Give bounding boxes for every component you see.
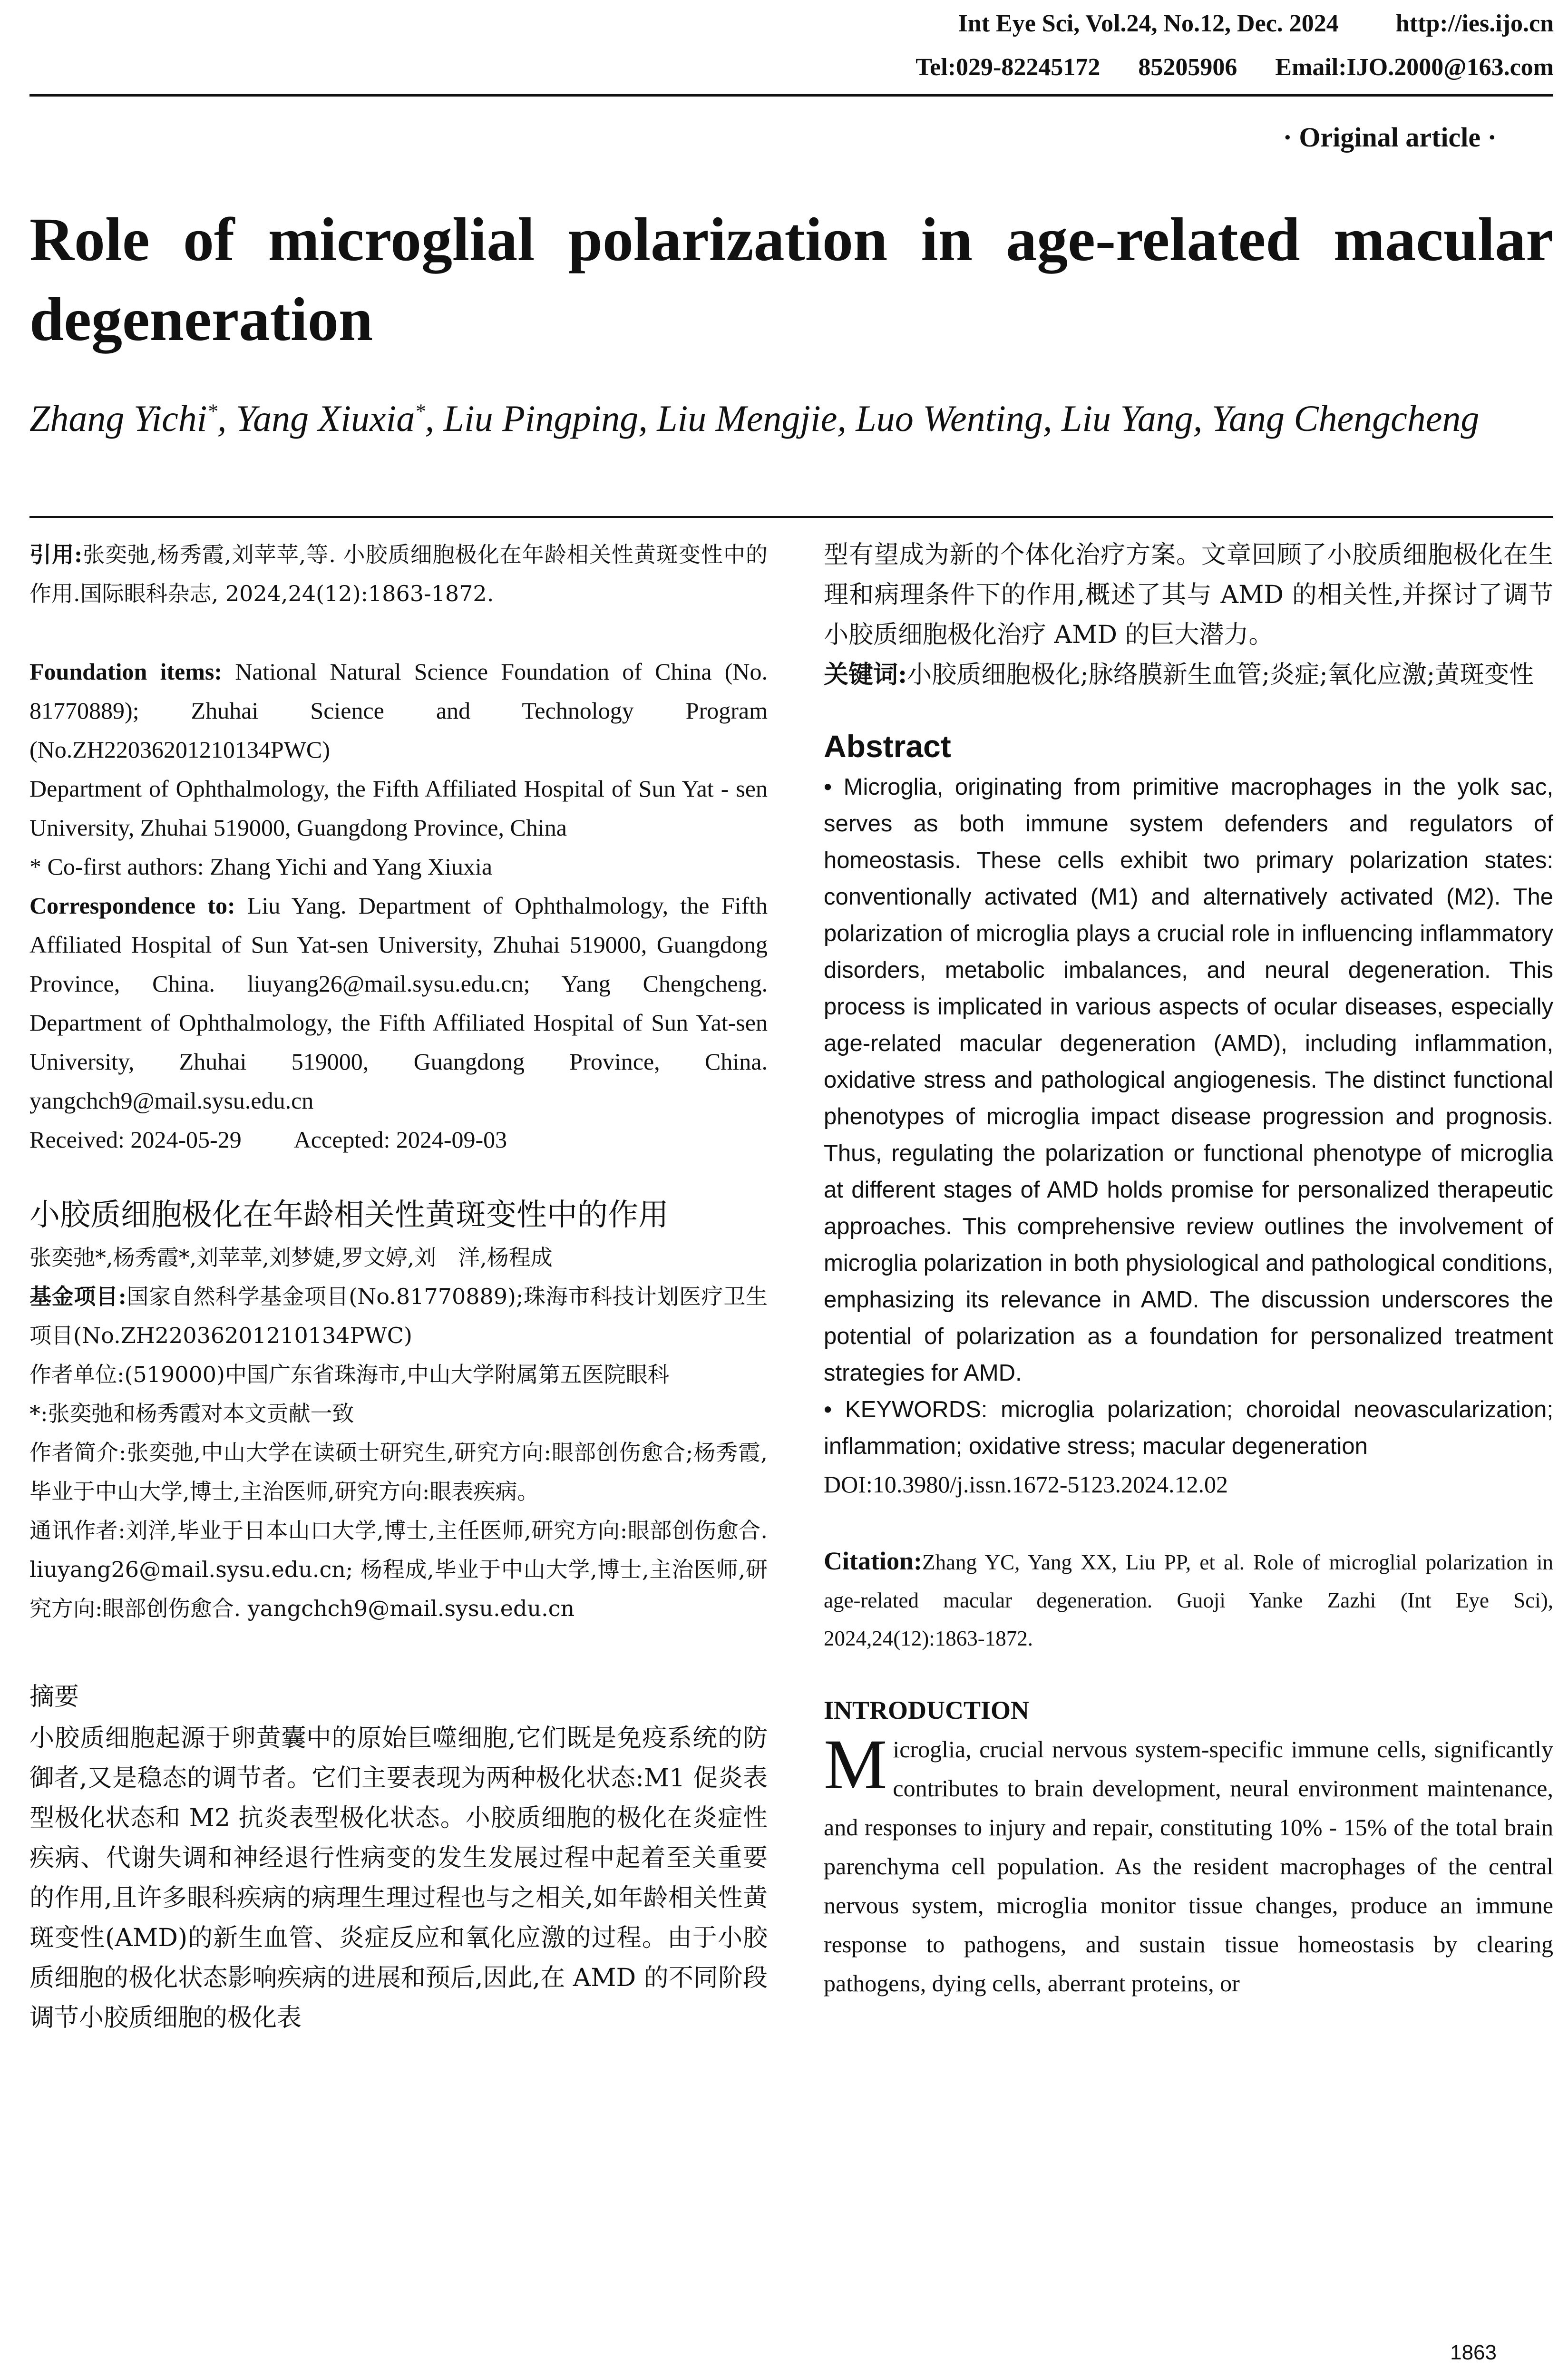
cn-abstract-continued: 型有望成为新的个体化治疗方案。文章回顾了小胶质细胞极化在生理和病理条件下的作用,概述了其与 AMD 的相关性,并探讨了调节小胶质细胞极化治疗 AMD 的巨大潜力。: [824, 541, 1553, 649]
accepted-date: Accepted: 2024-09-03: [293, 1126, 507, 1153]
foundation-text: National Natural Science Foundation of China (No. 81770889); Zhuhai Science and Technology Program (No.ZH22036201210134PWC): [29, 658, 768, 763]
cn-abstract: 小胶质细胞起源于卵黄囊中的原始巨噬细胞,它们既是免疫系统的防御者,又是稳态的调节者。它们主要表现为两种极化状态:M1 促炎表型极化状态和 M2 抗炎表型极化状态。小胶质细胞的极化在炎症性疾病、代谢失调和神经退行性病变的发生发展过程中起着至关重要的作用,且许多眼科疾病的病理生理过程也与之相关,如年龄相关性黄斑变性(AMD)的新生血管、炎症反应和氧化应激的过程。由于小胶质细胞的极化状态影响疾病的进展和预后,因此,在 AMD 的不同阶段调节小胶质细胞的极化表: [29, 1724, 768, 2032]
cn-note: *:张奕弛和杨秀霞对本文贡献一致: [29, 1401, 354, 1426]
citation-label: Citation:: [824, 1547, 922, 1575]
introduction-body: icroglia, crucial nervous system-specific immune cells, significantly contributes to brain development, neural environment maintenance, and responses to injury and repair, constituting 10% - 15% of the total brain parenchyma cell population. As the resident macrophages of the central nervous system, microglia monitor tissue changes, produce an immune response to pathogens, and sustain tissue homeostasis by clearing pathogens, dying cells, aberrant proteins, or: [824, 1736, 1553, 1997]
cn-keywords-text: 小胶质细胞极化;脉络膜新生血管;炎症;氧化应激;黄斑变性: [907, 661, 1534, 689]
left-column: [29, 535, 768, 2038]
cn-foundation-label: 基金项目:: [29, 1284, 127, 1309]
page-number: 1863: [1450, 2341, 1497, 2364]
cofirst-note: * Co-first authors: Zhang Yichi and Yang Xiuxia: [29, 853, 493, 880]
abstract-heading: Abstract: [824, 729, 951, 764]
journal-tel2: 85205906: [1138, 54, 1237, 81]
cn-keywords-label: 关键词:: [824, 660, 907, 689]
introduction-heading: INTRODUCTION: [824, 1696, 1030, 1724]
cn-bio: 作者简介:张奕弛,中山大学在读硕士研究生,研究方向:眼部创伤愈合;杨秀霞,毕业于中山大学,博士,主治医师,研究方向:眼表疾病。: [29, 1440, 768, 1504]
cn-correspondence: 通讯作者:刘洋,毕业于日本山口大学,博士,主任医师,研究方向:眼部创伤愈合. liuyang26@mail.sysu.edu.cn; 杨程成,毕业于中山大学,博士,主治医师,研究方向:眼部创伤愈合. yangchch9@mail.sysu.edu.cn: [29, 1518, 768, 1621]
dates: [29, 1120, 768, 1159]
cn-foundation-text: 国家自然科学基金项目(No.81770889);珠海市科技计划医疗卫生项目(No.ZH22036201210134PWC): [29, 1284, 768, 1348]
journal-email[interactable]: Email:IJO.2000@163.com: [1275, 54, 1554, 81]
foundation-items: [29, 652, 768, 769]
citation-text: Zhang YC, Yang XX, Liu PP, et al. Role of microglial polarization in age-related macular degeneration. Guoji Yanke Zazhi (Int Eye Sci), 2024,24(12):1863-1872.: [824, 1550, 1553, 1650]
author-2: Yang Xiuxia: [235, 398, 415, 439]
article-type: · Original article ·: [1283, 122, 1497, 153]
cn-title: 小胶质细胞极化在年龄相关性黄斑变性中的作用: [29, 1198, 669, 1233]
cn-citation: [29, 535, 768, 613]
cn-keywords: [824, 655, 1553, 695]
cn-citation-label: 引用:: [29, 542, 83, 567]
cn-abstract-heading: 摘要: [29, 1683, 79, 1711]
correspondence: [29, 886, 768, 1120]
author-1: Zhang Yichi: [29, 398, 207, 439]
header-divider: [29, 94, 1553, 97]
right-column: [824, 535, 1553, 2003]
introduction-text: [824, 1725, 1553, 2003]
article-title: Role of microglial polarization in age-related macular degeneration: [29, 205, 1553, 354]
drop-cap: M: [824, 1725, 887, 1804]
authors-divider: [29, 516, 1553, 518]
received-date: Received: 2024-05-29: [29, 1126, 242, 1153]
affiliation: Department of Ophthalmology, the Fifth Affiliated Hospital of Sun Yat - sen University, Zhuhai 519000, Guangdong Province, China: [29, 775, 768, 841]
foundation-label: Foundation items:: [29, 658, 222, 685]
cn-unit: 作者单位:(519000)中国广东省珠海市,中山大学附属第五医院眼科: [29, 1362, 670, 1387]
doi[interactable]: DOI:10.3980/j.issn.1672-5123.2024.12.02: [824, 1471, 1228, 1498]
abstract-text: • Microglia, originating from primitive macrophages in the yolk sac, serves as both immune system defenders and regulators of homeostasis. These cells exhibit two primary polarization states: conventionally activated (M1) and alternatively activated (M2). The polarization of microglia plays a crucial role in influencing inflammatory disorders, metabolic imbalances, and neural degeneration. This process is implicated in various aspects of ocular diseases, especially age-related macular degeneration (AMD), including inflammation, oxidative stress and pathological angiogenesis. The distinct functional phenotypes of microglia impact disease progression and prognosis. Thus, regulating the polarization or functional phenotype of microglia at different stages of AMD holds promise for personalized therapeutic approaches. This comprehensive review outlines the involvement of microglia polarization in both physiological and pathological conditions, emphasizing its relevance in AMD. The discussion underscores the potential of polarization as a foundation for personalized treatment strategies for AMD.: [824, 774, 1553, 1386]
cn-citation-text: 张奕弛,杨秀霞,刘苹苹,等. 小胶质细胞极化在年龄相关性黄斑变性中的作用.国际眼科杂志, 2024,24(12):1863-1872.: [29, 542, 768, 606]
journal-tel: Tel:029-82245172: [915, 54, 1101, 81]
author-rest: Liu Pingping, Liu Mengjie, Luo Wenting, Liu Yang, Yang Chengcheng: [443, 398, 1480, 439]
running-header-line1: [958, 9, 1554, 39]
cn-foundation: [29, 1277, 768, 1355]
author-list: Zhang Yichi*, Yang Xiuxia*, Liu Pingping, Liu Mengjie, Luo Wenting, Liu Yang, Yang Chengcheng: [29, 398, 1480, 439]
citation: [824, 1542, 1553, 1657]
journal-citation: Int Eye Sci, Vol.24, No.12, Dec. 2024: [958, 10, 1339, 37]
journal-url[interactable]: http://ies.ijo.cn: [1395, 10, 1554, 37]
cn-authors: 张奕弛*,杨秀霞*,刘苹苹,刘梦婕,罗文婷,刘 洋,杨程成: [29, 1245, 553, 1270]
running-header-line2: [915, 52, 1554, 83]
correspondence-label: Correspondence to:: [29, 892, 235, 919]
cofirst-mark-1: *: [207, 400, 217, 423]
cofirst-mark-2: *: [415, 400, 425, 423]
correspondence-text: Liu Yang. Department of Ophthalmology, the Fifth Affiliated Hospital of Sun Yat-sen University, Zhuhai 519000, Guangdong Province, China. liuyang26@mail.sysu.edu.cn; Yang Chengcheng. Department of Ophthalmology, the Fifth Affiliated Hospital of Sun Yat-sen University, Zhuhai 519000, Guangdong Province, China. yangchch9@mail.sysu.edu.cn: [29, 892, 768, 1114]
keywords: • KEYWORDS: microglia polarization; choroidal neovascularization; inflammation; oxidative stress; macular degeneration: [824, 1397, 1553, 1459]
